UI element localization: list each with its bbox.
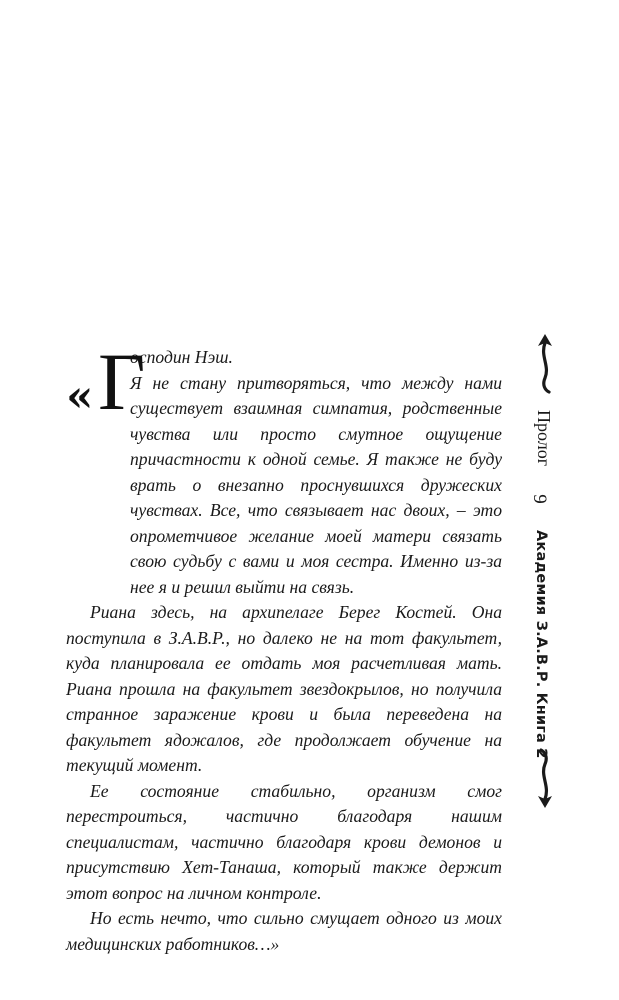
opening-paragraph	[66, 336, 502, 600]
paragraph-1: Я не стану притворяться, что между нами существует взаимная симпатия, родственные чувства или просто смутное ощущение причастности к одной семье. Я также не буду врать о внезапно проснувшихся дружеских чувствах. Все, что связывает нас двоих, – это опрометчивое желание моей матери связать свою судьбу с вами и моя сестра. Именно из-за нее я и решил выйти на связь.	[130, 372, 502, 597]
salutation-line: осподин Нэш.	[130, 347, 233, 367]
paragraph-4: Но есть нечто, что сильно смущает одного из моих медицинских работников…»	[66, 908, 502, 954]
page-number: 9	[528, 494, 550, 504]
drop-cap: Г	[98, 336, 146, 427]
ornament-bottom-icon	[527, 748, 563, 812]
paragraph-2: Риана здесь, на архипелаге Берег Костей. Она поступила в З.А.В.Р., но далеко не на тот факультет, куда планировала ее отдать моя расчетливая мать. Риана прошла на факультет звездокрылов, но получила странное заражение крови и была переведена на факультет ядожалов, где продолжает обучение на текущий момент.	[66, 602, 502, 775]
section-title: Пролог	[534, 410, 554, 467]
opening-quote-marks: «	[66, 371, 88, 422]
book-title: Академия З.А.В.Р. Книга 2	[533, 530, 549, 759]
running-head	[525, 330, 573, 810]
letter-text	[66, 336, 502, 957]
paragraph-3: Ее состояние стабильно, организм смог перестроиться, частично благодаря нашим специалистам, частично благодаря крови демонов и присутствию Хет-Танаша, который также держит этот вопрос на личном контроле.	[66, 780, 502, 903]
ornament-top-icon	[527, 330, 563, 394]
